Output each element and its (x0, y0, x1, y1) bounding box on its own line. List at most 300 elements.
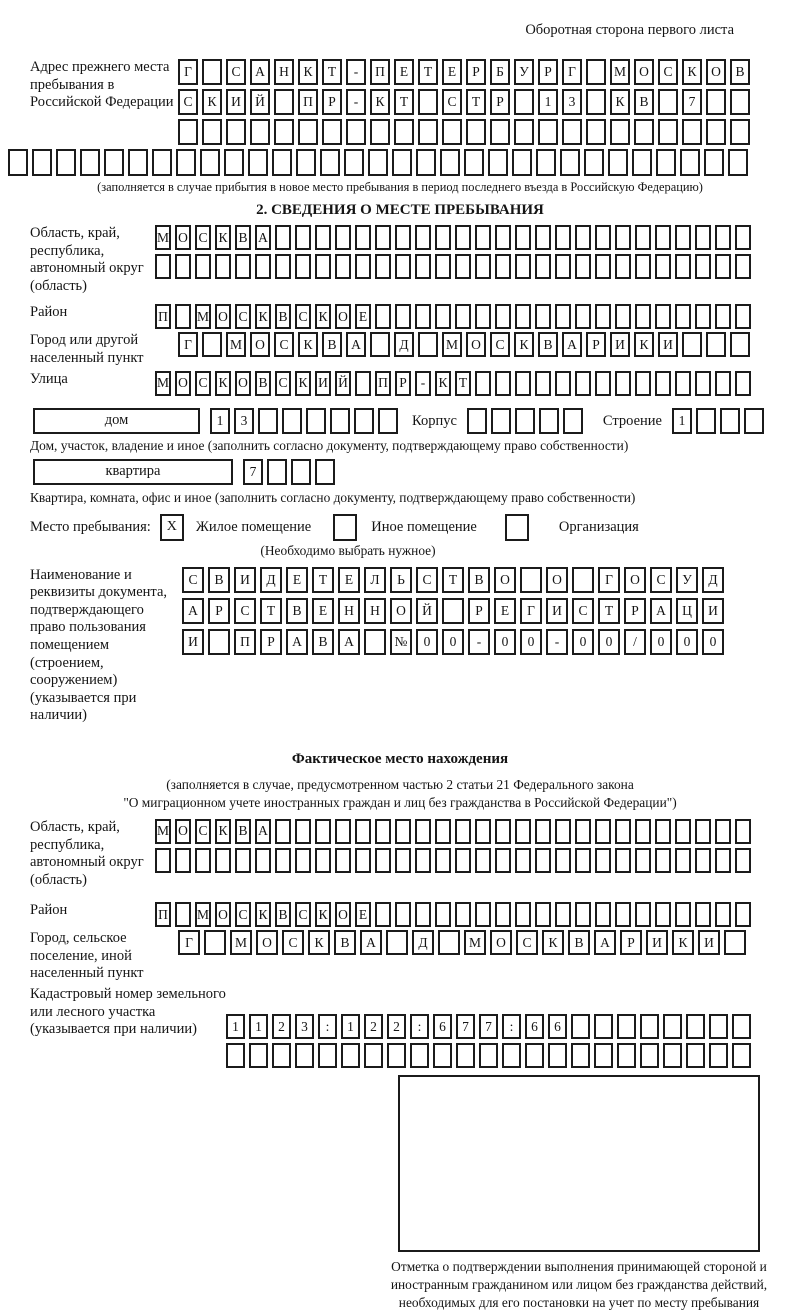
char-box (418, 119, 438, 145)
char-box (735, 848, 751, 873)
char-box (535, 848, 551, 873)
char-box (415, 902, 431, 927)
char-box (475, 902, 491, 927)
char-box (704, 149, 724, 176)
char-box (680, 149, 700, 176)
char-box (632, 149, 652, 176)
char-box: Д (702, 567, 724, 593)
char-box: С (658, 59, 678, 85)
char-box: А (338, 629, 360, 655)
char-box (235, 848, 251, 873)
char-box: С (195, 225, 211, 250)
char-box (515, 371, 531, 396)
fact-gorod-label: Город, сельское поселение, иной населенный пункт (30, 930, 144, 982)
char-box: Е (494, 598, 516, 624)
char-box (715, 254, 731, 279)
char-box (195, 848, 211, 873)
char-box: П (375, 371, 391, 396)
char-box: Т (322, 59, 342, 85)
char-box (176, 149, 196, 176)
char-box (696, 408, 716, 434)
char-box (555, 819, 571, 844)
char-box (435, 254, 451, 279)
char-box (215, 254, 231, 279)
char-box (435, 819, 451, 844)
prev-address-label: Адрес прежнего места пребывания в Российской Федерации (30, 59, 174, 111)
char-box: Г (178, 930, 200, 955)
char-box (435, 225, 451, 250)
char-box (575, 848, 591, 873)
char-box: 1 (538, 89, 558, 115)
char-box (435, 304, 451, 329)
char-box (438, 930, 460, 955)
char-box (635, 371, 651, 396)
char-box (255, 254, 271, 279)
char-box (617, 1043, 636, 1068)
char-box (663, 1043, 682, 1068)
char-box: 0 (572, 629, 594, 655)
char-box (255, 848, 271, 873)
char-box (675, 848, 691, 873)
char-box (296, 149, 316, 176)
char-box (595, 371, 611, 396)
checkbox-inoe (333, 514, 357, 541)
char-box: У (676, 567, 698, 593)
char-box: В (275, 304, 291, 329)
char-box: Е (286, 567, 308, 593)
char-box: К (255, 304, 271, 329)
apartment-number-row (243, 459, 335, 485)
char-box: М (230, 930, 252, 955)
section2-title: 2. СВЕДЕНИЯ О МЕСТЕ ПРЕБЫВАНИЯ (256, 202, 544, 218)
char-box (295, 225, 311, 250)
house-label-box: дом (33, 408, 200, 434)
char-box: К (298, 332, 318, 357)
char-box: Г (178, 332, 198, 357)
char-box (178, 119, 198, 145)
char-box (495, 371, 511, 396)
char-box (655, 819, 671, 844)
char-box (464, 149, 484, 176)
char-box (655, 371, 671, 396)
char-box (495, 848, 511, 873)
char-box: Г (598, 567, 620, 593)
char-box: М (464, 930, 486, 955)
char-box (80, 149, 100, 176)
char-box: Р (260, 629, 282, 655)
page-corner-note: Оборотная сторона первого листа (525, 22, 734, 38)
char-box (663, 1014, 682, 1039)
char-box (675, 902, 691, 927)
char-box: 0 (416, 629, 438, 655)
char-box (728, 149, 748, 176)
char-box (514, 89, 534, 115)
char-box: М (155, 225, 171, 250)
char-box: Р (322, 89, 342, 115)
char-box (634, 119, 654, 145)
char-box (495, 254, 511, 279)
char-box (455, 254, 471, 279)
char-box: 1 (341, 1014, 360, 1039)
char-box (215, 848, 231, 873)
char-box (635, 304, 651, 329)
char-box (415, 254, 431, 279)
char-box (320, 149, 340, 176)
char-box: 1 (210, 408, 230, 434)
char-box (515, 848, 531, 873)
char-box (535, 902, 551, 927)
char-box (655, 304, 671, 329)
char-box: И (646, 930, 668, 955)
char-box (656, 149, 676, 176)
char-box (495, 225, 511, 250)
char-box: В (322, 332, 342, 357)
char-box: К (215, 819, 231, 844)
char-box (415, 225, 431, 250)
char-box: Г (520, 598, 542, 624)
char-box (695, 304, 711, 329)
char-box (318, 1043, 337, 1068)
prev-address-grid (178, 59, 750, 145)
char-box (730, 119, 750, 145)
char-box (735, 902, 751, 927)
char-box: С (235, 304, 251, 329)
char-box: А (360, 930, 382, 955)
char-box: Е (355, 304, 371, 329)
s2-ulitsa-label: Улица (30, 370, 68, 387)
char-box (715, 848, 731, 873)
s2-ulitsa-row (155, 371, 751, 396)
char-box (410, 1043, 429, 1068)
prev-address-block (8, 59, 792, 145)
char-box: 2 (272, 1014, 291, 1039)
char-box (635, 819, 651, 844)
char-box (315, 254, 331, 279)
char-box (655, 902, 671, 927)
char-box: К (634, 332, 654, 357)
char-box: Т (394, 89, 414, 115)
char-box (354, 408, 374, 434)
char-box: С (195, 371, 211, 396)
char-box (575, 819, 591, 844)
char-box: Р (624, 598, 646, 624)
char-box: В (312, 629, 334, 655)
char-box (152, 149, 172, 176)
char-box (635, 902, 651, 927)
char-box: С (282, 930, 304, 955)
char-box (675, 304, 691, 329)
char-box (418, 89, 438, 115)
char-box: С (235, 902, 251, 927)
char-box: Р (395, 371, 411, 396)
char-box: И (182, 629, 204, 655)
char-box: К (682, 59, 702, 85)
fact-kadastr-row-1 (226, 1014, 751, 1039)
char-box (32, 149, 52, 176)
char-box (466, 119, 486, 145)
char-box (695, 225, 711, 250)
char-box (715, 371, 731, 396)
char-box (709, 1043, 728, 1068)
char-box: П (370, 59, 390, 85)
korpus-label: Корпус (412, 412, 457, 429)
char-box: В (208, 567, 230, 593)
char-box (455, 225, 471, 250)
char-box (479, 1043, 498, 1068)
char-box (291, 459, 311, 485)
char-box (335, 225, 351, 250)
char-box (709, 1014, 728, 1039)
char-box (535, 225, 551, 250)
char-box (455, 902, 471, 927)
char-box: В (568, 930, 590, 955)
fact-gorod-block (8, 930, 792, 983)
char-box (298, 119, 318, 145)
char-box (682, 332, 702, 357)
char-box: 7 (456, 1014, 475, 1039)
stay-type-line (8, 514, 792, 541)
char-box: В (334, 930, 356, 955)
char-box (394, 119, 414, 145)
char-box (475, 225, 491, 250)
char-box (368, 149, 388, 176)
char-box (370, 332, 390, 357)
char-box (455, 304, 471, 329)
char-box: Й (335, 371, 351, 396)
char-box (155, 254, 171, 279)
prev-address-row-1 (178, 59, 750, 85)
char-box (615, 304, 631, 329)
char-box (355, 819, 371, 844)
char-box: М (610, 59, 630, 85)
char-box (682, 119, 702, 145)
char-box: - (415, 371, 431, 396)
char-box (375, 225, 391, 250)
char-box: И (698, 930, 720, 955)
char-box: О (466, 332, 486, 357)
char-box (195, 254, 211, 279)
char-box: С (295, 902, 311, 927)
char-box (686, 1014, 705, 1039)
char-box: О (256, 930, 278, 955)
char-box (475, 254, 491, 279)
char-box: И (610, 332, 630, 357)
char-box: В (275, 902, 291, 927)
char-box (295, 848, 311, 873)
char-box: О (634, 59, 654, 85)
char-box (433, 1043, 452, 1068)
char-box (615, 254, 631, 279)
char-box (386, 930, 408, 955)
char-box: С (226, 59, 246, 85)
char-box (515, 819, 531, 844)
char-box (675, 819, 691, 844)
char-box: А (255, 225, 271, 250)
char-box: П (298, 89, 318, 115)
char-box (515, 254, 531, 279)
char-box: Р (466, 59, 486, 85)
char-box: О (235, 371, 251, 396)
char-box (535, 819, 551, 844)
char-box: О (175, 225, 191, 250)
char-box: 3 (562, 89, 582, 115)
char-box (416, 149, 436, 176)
char-box (375, 848, 391, 873)
char-box: Т (598, 598, 620, 624)
char-box: 0 (520, 629, 542, 655)
char-box (375, 819, 391, 844)
prev-address-row-4 (8, 149, 792, 176)
char-box: О (390, 598, 412, 624)
char-box (455, 819, 471, 844)
char-box: С (182, 567, 204, 593)
house-number-row (210, 408, 398, 434)
title-document-row-2 (182, 598, 724, 624)
char-box: 7 (682, 89, 702, 115)
char-box (418, 332, 438, 357)
char-box (563, 408, 583, 434)
char-box (395, 848, 411, 873)
char-box (315, 225, 331, 250)
char-box (502, 1043, 521, 1068)
char-box: 2 (387, 1014, 406, 1039)
char-box: 1 (672, 408, 692, 434)
char-box: И (546, 598, 568, 624)
house-note: Дом, участок, владение и иное (заполнить согласно документу, подтверждающему право собственности) (30, 437, 629, 453)
char-box: С (572, 598, 594, 624)
char-box: С (275, 371, 291, 396)
char-box (395, 304, 411, 329)
char-box: А (594, 930, 616, 955)
char-box (735, 371, 751, 396)
char-box: К (295, 371, 311, 396)
char-box (635, 225, 651, 250)
char-box: С (490, 332, 510, 357)
char-box (732, 1014, 751, 1039)
char-box: 0 (650, 629, 672, 655)
char-box (575, 371, 591, 396)
char-box (258, 408, 278, 434)
char-box (572, 567, 594, 593)
char-box: А (286, 629, 308, 655)
s2-oblast-block (8, 225, 792, 295)
char-box (370, 119, 390, 145)
char-box (475, 819, 491, 844)
char-box (395, 254, 411, 279)
char-box: П (155, 902, 171, 927)
char-box: К (672, 930, 694, 955)
char-box: К (315, 902, 331, 927)
char-box (675, 225, 691, 250)
char-box (586, 59, 606, 85)
char-box: А (346, 332, 366, 357)
char-box (695, 254, 711, 279)
char-box (275, 254, 291, 279)
char-box (295, 819, 311, 844)
char-box: А (650, 598, 672, 624)
char-box (595, 304, 611, 329)
char-box (202, 59, 222, 85)
char-box (415, 848, 431, 873)
char-box: Т (312, 567, 334, 593)
apartment-note: Квартира, комната, офис и иное (заполнить согласно документу, подтверждающему право собственности) (30, 489, 636, 505)
char-box (695, 848, 711, 873)
fact-oblast-block (8, 819, 792, 889)
char-box: В (255, 371, 271, 396)
char-box (520, 567, 542, 593)
char-box: Р (208, 598, 230, 624)
char-box: О (175, 819, 191, 844)
char-box (346, 119, 366, 145)
s2-gorod-block (8, 332, 792, 367)
char-box (175, 848, 191, 873)
char-box: Е (338, 567, 360, 593)
char-box: О (490, 930, 512, 955)
char-box: К (435, 371, 451, 396)
char-box (730, 89, 750, 115)
char-box (615, 902, 631, 927)
char-box (586, 119, 606, 145)
char-box (415, 819, 431, 844)
char-box: М (195, 304, 211, 329)
char-box: О (250, 332, 270, 357)
char-box (475, 848, 491, 873)
char-box: - (546, 629, 568, 655)
char-box (515, 304, 531, 329)
char-box (735, 254, 751, 279)
char-box: И (702, 598, 724, 624)
char-box: Б (490, 59, 510, 85)
char-box: Т (466, 89, 486, 115)
char-box: О (215, 304, 231, 329)
fact-raion-block (8, 902, 792, 927)
option-org-label: Организация (558, 519, 639, 536)
char-box (200, 149, 220, 176)
char-box (495, 819, 511, 844)
fact-kadastr-label: Кадастровый номер земельного или лесного участка (указывается при наличии) (30, 986, 226, 1038)
char-box: С (650, 567, 672, 593)
char-box (435, 902, 451, 927)
char-box: С (416, 567, 438, 593)
confirmation-stamp-caption: Отметка о подтверждении выполнения принимающей стороной и иностранным гражданином или лицом без гражданства действий, необходимых для его постановки на учет по месту пребывания (390, 1259, 768, 1311)
char-box (226, 119, 246, 145)
char-box: : (502, 1014, 521, 1039)
char-box: Д (260, 567, 282, 593)
char-box (535, 254, 551, 279)
fact-raion-row (155, 902, 751, 927)
char-box (555, 902, 571, 927)
char-box: 0 (676, 629, 698, 655)
char-box: П (155, 304, 171, 329)
char-box (535, 304, 551, 329)
option-zhiloe-label: Жилое помещение (195, 519, 312, 536)
char-box: С (274, 332, 294, 357)
char-box (104, 149, 124, 176)
char-box (555, 225, 571, 250)
fact-title: Фактическое место нахождения (291, 750, 509, 767)
char-box: В (538, 332, 558, 357)
char-box (615, 371, 631, 396)
char-box (640, 1043, 659, 1068)
char-box (538, 119, 558, 145)
char-box: М (195, 902, 211, 927)
char-box (274, 89, 294, 115)
char-box (395, 225, 411, 250)
char-box: В (730, 59, 750, 85)
char-box: 2 (364, 1014, 383, 1039)
char-box (475, 304, 491, 329)
fact-note-2: "О миграционном учете иностранных граждан и лиц без гражданства в Российской Федерации") (123, 794, 677, 810)
